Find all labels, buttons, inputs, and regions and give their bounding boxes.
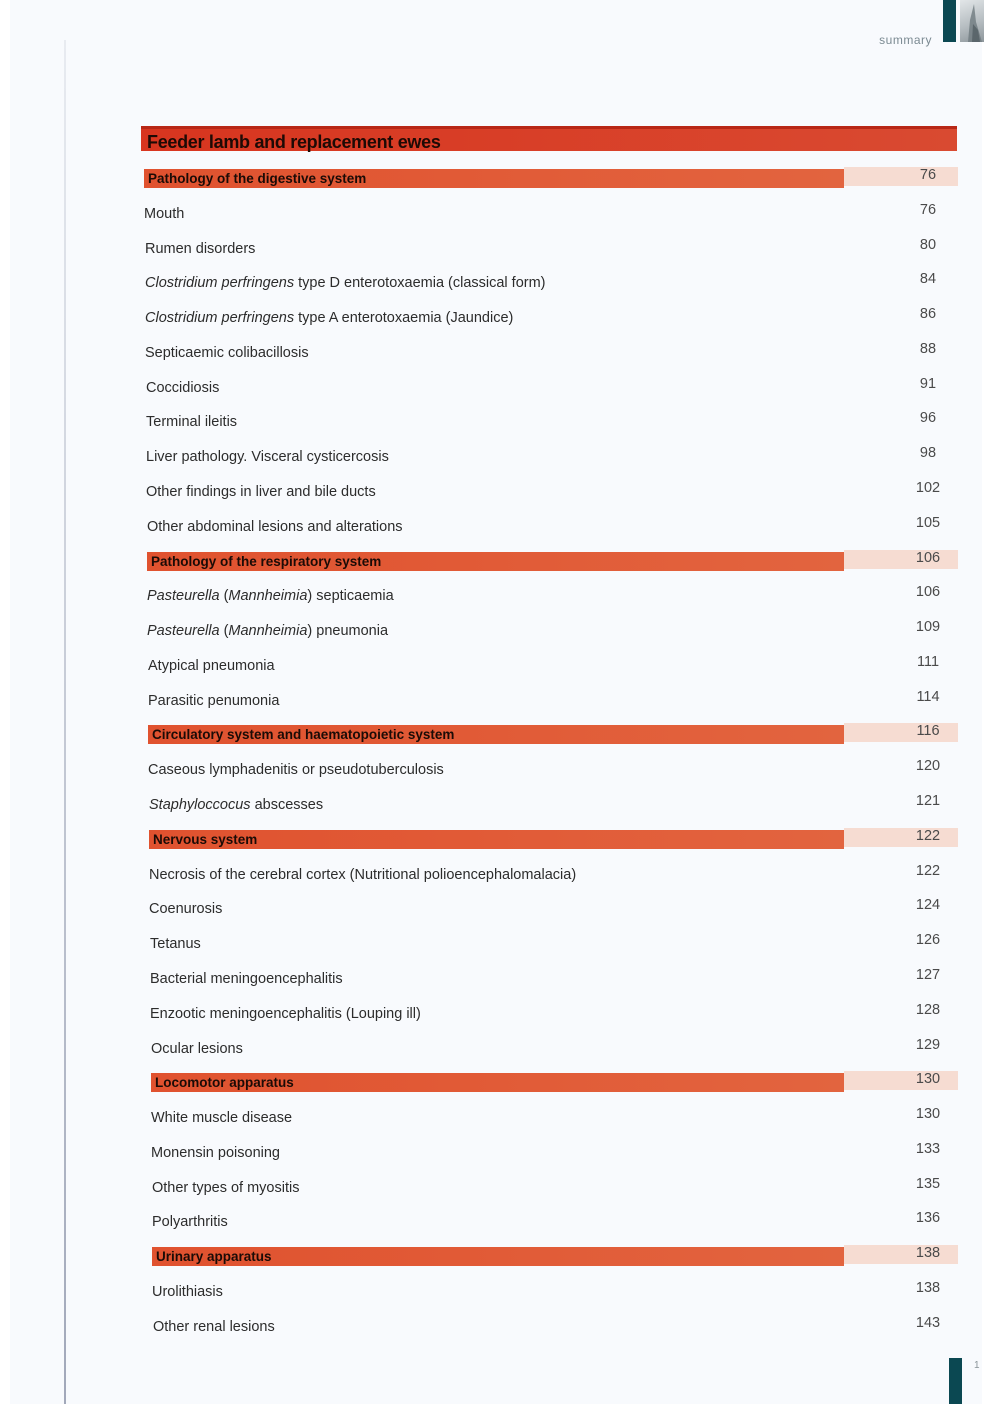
toc-entry-row (151, 1106, 958, 1130)
header-thumbnail-image (960, 0, 984, 42)
entry-title: Polyarthritis (152, 1214, 228, 1230)
toc-entry-row (148, 654, 958, 678)
section-title: Circulatory system and haematopoietic system (152, 727, 455, 742)
entry-title: Coccidiosis (146, 380, 220, 396)
toc-entry-row (152, 1210, 958, 1234)
entry-title: Pasteurella (Mannheimia) pneumonia (147, 623, 389, 639)
toc-entry-row (145, 237, 958, 261)
page-number: 116 (916, 723, 940, 739)
toc-entry-row (150, 967, 958, 991)
entry-title: Parasitic penumonia (148, 693, 280, 709)
page-number: 98 (919, 445, 937, 461)
toc-entry-row (147, 619, 958, 643)
toc-section-row (151, 1071, 958, 1095)
toc-section-row (148, 723, 958, 747)
entry-title: Bacterial meningoencephalitis (150, 971, 343, 987)
toc-entry-row (149, 897, 958, 921)
page-number: 121 (915, 793, 941, 809)
page-number: 76 (919, 167, 937, 183)
section-title: Pathology of the digestive system (148, 171, 367, 186)
toc-entry-row (150, 932, 958, 956)
toc-section-row (149, 828, 958, 852)
page-number: 128 (915, 1002, 941, 1018)
page-number: 120 (915, 758, 941, 774)
toc-entry-row (152, 1176, 958, 1200)
page-number: 138 (915, 1245, 941, 1261)
chapter-title-bar (141, 126, 957, 151)
page-number: 106 (915, 550, 941, 566)
toc-entry-row (145, 306, 958, 330)
toc-entry-row (145, 341, 958, 365)
toc-entry-row (146, 445, 958, 469)
entry-title: Necrosis of the cerebral cortex (Nutritional polioencephalomalacia) (149, 867, 577, 883)
page-number: 111 (916, 654, 940, 670)
footer-accent-bar (949, 1358, 962, 1404)
entry-title: Septicaemic colibacillosis (145, 345, 309, 361)
entry-title: Mouth (144, 206, 185, 222)
section-title: Locomotor apparatus (155, 1075, 294, 1090)
entry-title: Other renal lesions (153, 1319, 275, 1335)
page-number: 106 (915, 584, 941, 600)
page-number: 91 (919, 376, 937, 392)
toc-section-row (147, 550, 958, 574)
header-accent-bar (943, 0, 956, 42)
page-number: 136 (915, 1210, 941, 1226)
entry-title: Caseous lymphadenitis or pseudotuberculosis (148, 762, 444, 778)
page-number: 129 (915, 1037, 941, 1053)
page-number: 88 (919, 341, 937, 357)
toc-entry-row (146, 410, 958, 434)
entry-title: Liver pathology. Visceral cysticercosis (146, 449, 389, 465)
page-number: 127 (915, 967, 941, 983)
page-number-fragment: 1 (974, 1360, 980, 1371)
toc-entry-row (149, 863, 958, 887)
page-number: 135 (915, 1176, 941, 1192)
toc-entry-row (153, 1315, 958, 1339)
entry-title: Other findings in liver and bile ducts (146, 484, 376, 500)
page-number: 138 (915, 1280, 941, 1296)
page-number: 124 (915, 897, 941, 913)
toc-entry-row (144, 202, 958, 226)
section-title: Nervous system (153, 832, 258, 847)
page-number: 133 (915, 1141, 941, 1157)
toc-entry-row (147, 584, 958, 608)
toc-section-row (152, 1245, 958, 1269)
page-number: 114 (916, 689, 940, 705)
entry-title: Ocular lesions (151, 1041, 243, 1057)
entry-title: Clostridium perfringens type A enterotoxaemia (Jaundice) (145, 310, 514, 326)
page-number: 105 (915, 515, 941, 531)
page-number: 84 (919, 271, 937, 287)
page-number: 122 (915, 828, 941, 844)
header-label: summary (879, 33, 932, 47)
page-number: 130 (915, 1106, 941, 1122)
page-number: 109 (915, 619, 941, 635)
entry-title: Pasteurella (Mannheimia) septicaemia (147, 588, 394, 604)
binding-edge (64, 40, 66, 1404)
entry-title: Other abdominal lesions and alterations (147, 519, 403, 535)
page-number: 130 (915, 1071, 941, 1087)
toc-entry-row (148, 689, 958, 713)
entry-title: White muscle disease (151, 1110, 293, 1126)
toc-entry-row (145, 271, 958, 295)
toc-entry-row (151, 1141, 958, 1165)
toc-entry-row (146, 376, 958, 400)
entry-title: Other types of myositis (152, 1180, 300, 1196)
toc-entry-row (152, 1280, 958, 1304)
page-number: 102 (915, 480, 941, 496)
page-number: 143 (915, 1315, 941, 1331)
page-number: 96 (919, 410, 937, 426)
entry-title: Monensin poisoning (151, 1145, 280, 1161)
toc-entry-row (147, 515, 958, 539)
entry-title: Clostridium perfringens type D enterotoxaemia (classical form) (145, 275, 546, 291)
entry-title: Atypical pneumonia (148, 658, 275, 674)
entry-title: Staphyloccocus abscesses (149, 797, 324, 813)
entry-title: Tetanus (150, 936, 201, 952)
entry-title: Urolithiasis (152, 1284, 223, 1300)
entry-title: Rumen disorders (145, 241, 256, 257)
toc-entry-row (146, 480, 958, 504)
chapter-title: Feeder lamb and replacement ewes (147, 132, 441, 152)
page-number: 122 (915, 863, 941, 879)
page-number: 80 (919, 237, 937, 253)
toc-entry-row (151, 1037, 958, 1061)
toc-entry-row (150, 1002, 958, 1026)
section-title: Pathology of the respiratory system (151, 554, 382, 569)
toc-entry-row (148, 758, 958, 782)
entry-title: Enzootic meningoencephalitis (Louping ill) (150, 1006, 421, 1022)
page-number: 76 (919, 202, 937, 218)
page-number: 126 (915, 932, 941, 948)
entry-title: Coenurosis (149, 901, 223, 917)
entry-title: Terminal ileitis (146, 414, 238, 430)
page-number: 86 (919, 306, 937, 322)
toc-entry-row (149, 793, 958, 817)
toc-section-row (144, 167, 958, 191)
section-title: Urinary apparatus (156, 1249, 272, 1264)
